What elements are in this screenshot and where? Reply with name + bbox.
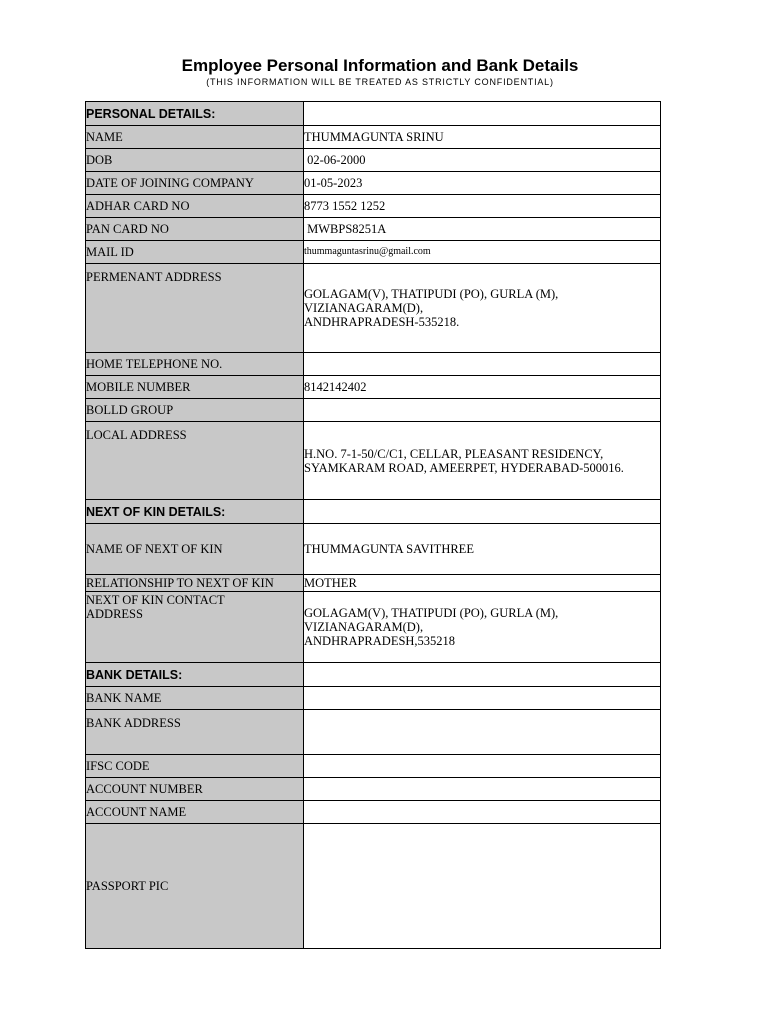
mobile-value[interactable]: 8142142402 [304, 376, 661, 399]
local-address-line: H.NO. 7-1-50/C/C1, CELLAR, PLEASANT RESIDENCY, [304, 446, 604, 461]
bank-name-label: BANK NAME [86, 687, 304, 710]
row-doj [86, 172, 661, 195]
section-kin-row [86, 500, 661, 524]
row-local-address [86, 422, 661, 500]
row-blood-group [86, 399, 661, 422]
row-passport-pic [86, 824, 661, 949]
account-name-value[interactable] [304, 801, 661, 824]
kin-relationship-value[interactable]: MOTHER [304, 575, 661, 592]
row-home-telephone [86, 353, 661, 376]
ifsc-value[interactable] [304, 755, 661, 778]
blood-group-label: BOLLD GROUP [86, 399, 304, 422]
mobile-label: MOBILE NUMBER [86, 376, 304, 399]
section-bank-row [86, 663, 661, 687]
kin-address-line: VIZIANAGARAM(D), [304, 620, 424, 634]
row-permanent-address [86, 264, 661, 353]
employee-info-form [85, 101, 661, 949]
row-dob [86, 149, 661, 172]
row-name [86, 126, 661, 149]
adhar-label: ADHAR CARD NO [86, 195, 304, 218]
account-number-label: ACCOUNT NUMBER [86, 778, 304, 801]
kin-address-label [86, 592, 304, 663]
section-bank-value [304, 663, 661, 687]
section-kin-value [304, 500, 661, 524]
permanent-address-label: PERMENANT ADDRESS [86, 264, 304, 353]
home-telephone-value[interactable] [304, 353, 661, 376]
row-kin-relationship [86, 575, 661, 592]
kin-address-value[interactable] [304, 592, 661, 663]
permanent-address-line: ANDHRAPRADESH-535218. [304, 315, 460, 329]
doj-label: DATE OF JOINING COMPANY [86, 172, 304, 195]
confidentiality-note: (THIS INFORMATION WILL BE TREATED AS STRICTLY CONFIDENTIAL) [206, 77, 554, 87]
dob-value[interactable]: 02-06-2000 [304, 149, 661, 172]
row-mail [86, 241, 661, 264]
local-address-label: LOCAL ADDRESS [86, 422, 304, 500]
row-ifsc [86, 755, 661, 778]
section-bank-label: BANK DETAILS: [86, 663, 304, 687]
mail-label: MAIL ID [86, 241, 304, 264]
row-bank-address [86, 710, 661, 755]
home-telephone-label: HOME TELEPHONE NO. [86, 353, 304, 376]
local-address-line: SYAMKARAM ROAD, AMEERPET, HYDERABAD-500016. [304, 460, 624, 475]
name-label: NAME [86, 126, 304, 149]
kin-name-value[interactable]: THUMMAGUNTA SAVITHREE [304, 524, 661, 575]
row-pan [86, 218, 661, 241]
kin-address-line: ANDHRAPRADESH,535218 [304, 634, 456, 648]
permanent-address-line: VIZIANAGARAM(D), [304, 301, 424, 315]
pan-value[interactable]: MWBPS8251A [304, 218, 661, 241]
pan-label: PAN CARD NO [86, 218, 304, 241]
page-title: Employee Personal Information and Bank Details [181, 56, 579, 75]
blood-group-value[interactable] [304, 399, 661, 422]
section-personal-label: PERSONAL DETAILS: [86, 102, 304, 126]
permanent-address-line: GOLAGAM(V), THATIPUDI (PO), GURLA (M), [304, 287, 559, 301]
row-account-name [86, 801, 661, 824]
row-kin-name [86, 524, 661, 575]
mail-value[interactable]: thummaguntasrinu@gmail.com [304, 241, 661, 264]
kin-address-label-line: ADDRESS [86, 607, 143, 621]
doj-value[interactable]: 01-05-2023 [304, 172, 661, 195]
row-account-number [86, 778, 661, 801]
kin-address-line: GOLAGAM(V), THATIPUDI (PO), GURLA (M), [304, 606, 559, 620]
section-personal-value [304, 102, 661, 126]
account-number-value[interactable] [304, 778, 661, 801]
name-value[interactable]: THUMMAGUNTA SRINU [304, 126, 661, 149]
row-kin-address [86, 592, 661, 663]
account-name-label: ACCOUNT NAME [86, 801, 304, 824]
row-adhar [86, 195, 661, 218]
kin-name-label: NAME OF NEXT OF KIN [86, 524, 304, 575]
passport-pic-label: PASSPORT PIC [86, 824, 304, 949]
bank-name-value[interactable] [304, 687, 661, 710]
passport-pic-slot[interactable] [304, 824, 661, 949]
permanent-address-value[interactable] [304, 264, 661, 353]
adhar-value[interactable]: 8773 1552 1252 [304, 195, 661, 218]
ifsc-label: IFSC CODE [86, 755, 304, 778]
kin-relationship-label: RELATIONSHIP TO NEXT OF KIN [86, 575, 304, 592]
kin-address-label-line: NEXT OF KIN CONTACT [86, 593, 225, 607]
dob-label: DOB [86, 149, 304, 172]
bank-address-label: BANK ADDRESS [86, 710, 304, 755]
local-address-value[interactable] [304, 422, 661, 500]
section-personal-row [86, 102, 661, 126]
section-kin-label: NEXT OF KIN DETAILS: [86, 500, 304, 524]
row-mobile [86, 376, 661, 399]
bank-address-value[interactable] [304, 710, 661, 755]
row-bank-name [86, 687, 661, 710]
